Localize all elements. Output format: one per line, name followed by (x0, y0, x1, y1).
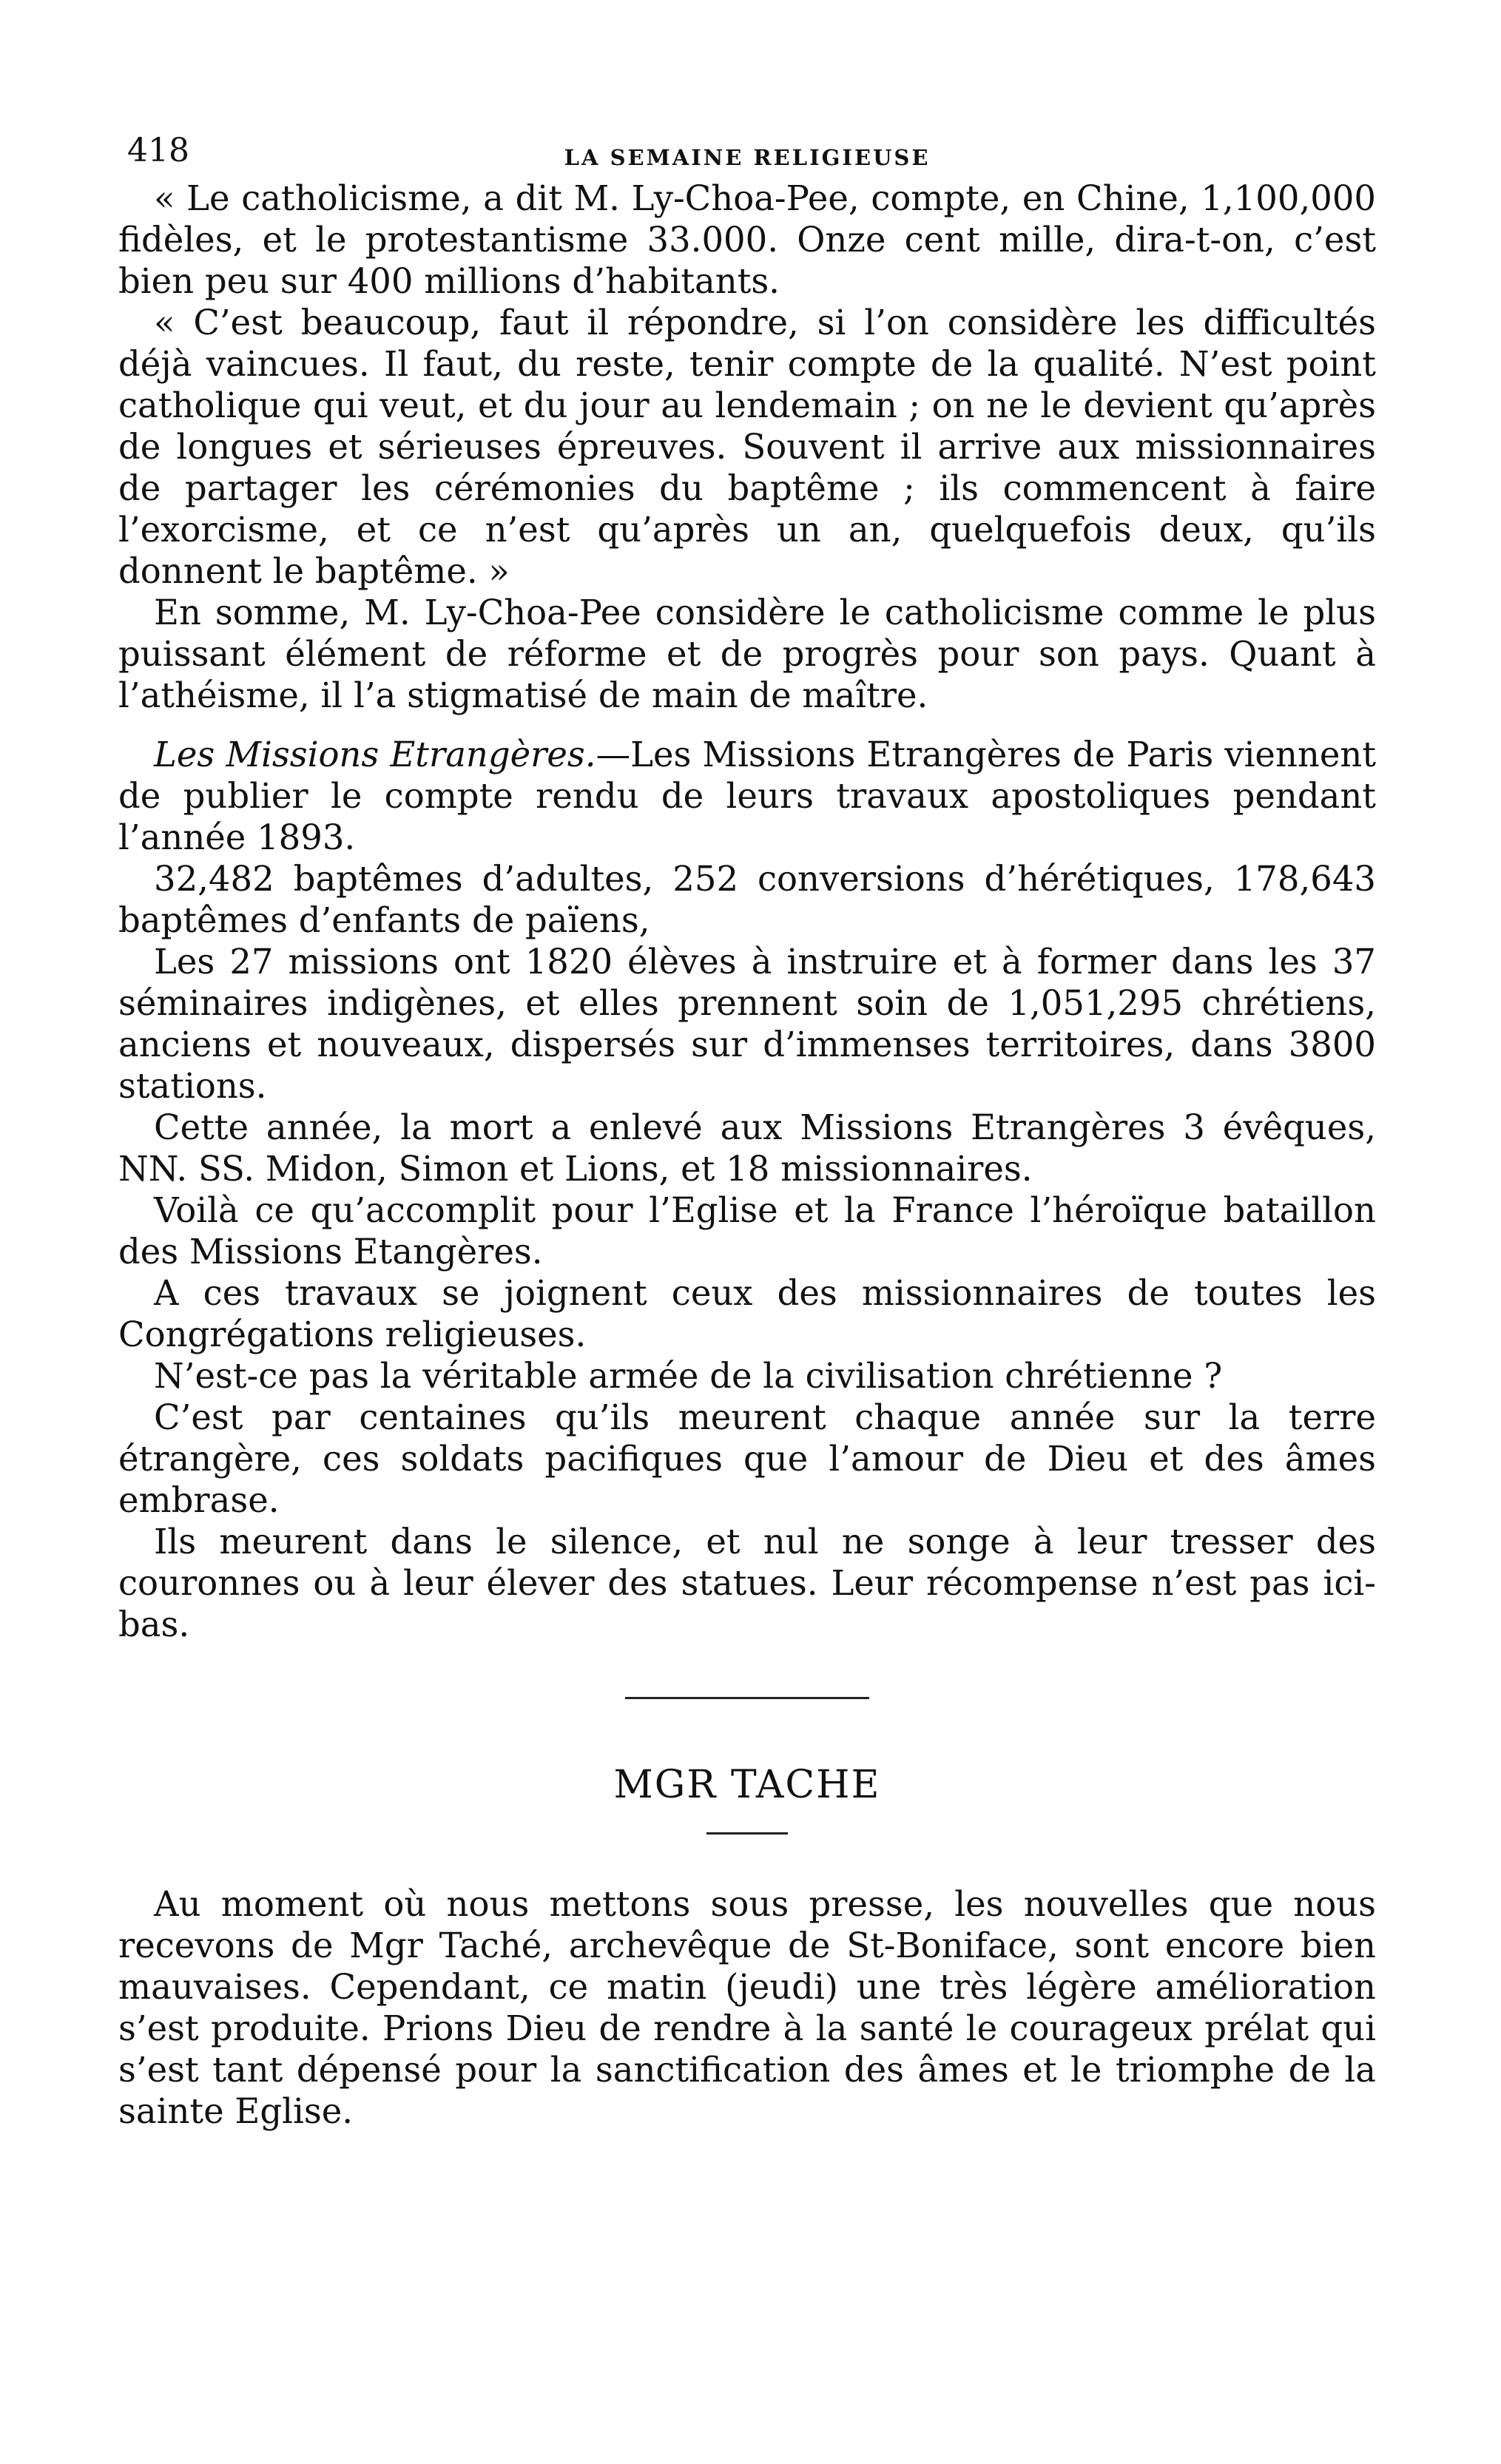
missions-paragraph-baptemes: 32,482 baptêmes d’adultes, 252 conversions d’hérétiques, 178,643 baptêmes d’enfants de païens, (118, 859, 1376, 940)
missions-paragraph-seminaires: Les 27 missions ont 1820 élèves à instruire et à former dans les 37 séminaires indigènes, et elles prennent soin de 1,051,295 chrétiens, anciens et nouveaux, dispersés sur d’immenses territoires, dans 3800 stations. (118, 942, 1376, 1106)
paragraph-quote-1: « Le catholicisme, a dit M. Ly-Choa-Pee, compte, en Chine, 1,100,000 fidèles, et le protestantisme 33.000. Onze cent mille, dira-t-on, c’est bien peu sur 400 millions d’habitants. (118, 178, 1376, 301)
missions-lead-text: —Les Missions Etrangères de Paris viennent de publier le compte rendu de leurs travaux apostoliques pendant l’année 1893. (118, 735, 1377, 857)
missions-paragraph-silence: Ils meurent dans le silence, et nul ne songe à leur tresser des couronnes ou à leur élever des statues. Leur récompense n’est pas ici-bas. (118, 1522, 1376, 1644)
running-head (118, 111, 1376, 178)
missions-paragraph-bataillon: Voilà ce qu’accomplit pour l’Eglise et la France l’héroïque bataillon des Missions Etangères. (118, 1190, 1376, 1272)
book-page (118, 111, 1376, 2132)
running-title: LA SEMAINE RELIGIEUSE (564, 145, 931, 170)
paragraph-summary: En somme, M. Ly-Choa-Pee considère le catholicisme comme le plus puissant élément de réforme et de progrès pour son pays. Quant à l’athéisme, il l’a stigmatisé de main de maître. (118, 593, 1376, 715)
section-gap (118, 716, 1376, 734)
section-divider-rule (625, 1697, 869, 1699)
missions-lead-title: Les Missions Etrangères. (154, 735, 596, 774)
tache-paragraph: Au moment où nous mettons sous presse, les nouvelles que nous recevons de Mgr Taché, archevêque de St-Boniface, sont encore bien mauvaises. Cependant, ce matin (jeudi) une très légère amélioration s’est produite. Prions Dieu de rendre à la santé le courageux prélat qui s’est tant dépensé pour la sanctification des âmes et le triomphe de la sainte Eglise. (118, 1884, 1376, 2131)
article-body (118, 178, 1376, 2132)
paragraph-quote-2: « C’est beaucoup, faut il répondre, si l’on considère les difficultés déjà vaincues. Il faut, du reste, tenir compte de la qualité. N’est point catholique qui veut, et du jour au lendemain ; on ne le devient qu’après de longues et sérieuses épreuves. Souvent il arrive aux missionnaires de partager les cérémonies du baptême ; ils commencent à faire l’exorcisme, et ce n’est qu’après un an, quelquefois deux, qu’ils donnent le baptême. » (118, 303, 1376, 591)
section-title: MGR TACHE (613, 1763, 881, 1807)
missions-paragraph-congregations: A ces travaux se joignent ceux des missionnaires de toutes les Congrégations religieuses. (118, 1273, 1376, 1354)
missions-paragraph-deaths: Cette année, la mort a enlevé aux Missions Etrangères 3 évêques, NN. SS. Midon, Simon et Lions, et 18 missionnaires. (118, 1107, 1376, 1189)
page-number: 418 (127, 132, 189, 169)
missions-paragraph-centaines: C’est par centaines qu’ils meurent chaque année sur la terre étrangère, ces soldats pacifiques que l’amour de Dieu et des âmes embrase. (118, 1397, 1376, 1520)
missions-paragraph-armee: N’est-ce pas la véritable armée de la civilisation chrétienne ? (154, 1356, 1223, 1396)
missions-lead-paragraph (118, 734, 1376, 858)
title-underline-rule (706, 1832, 788, 1835)
